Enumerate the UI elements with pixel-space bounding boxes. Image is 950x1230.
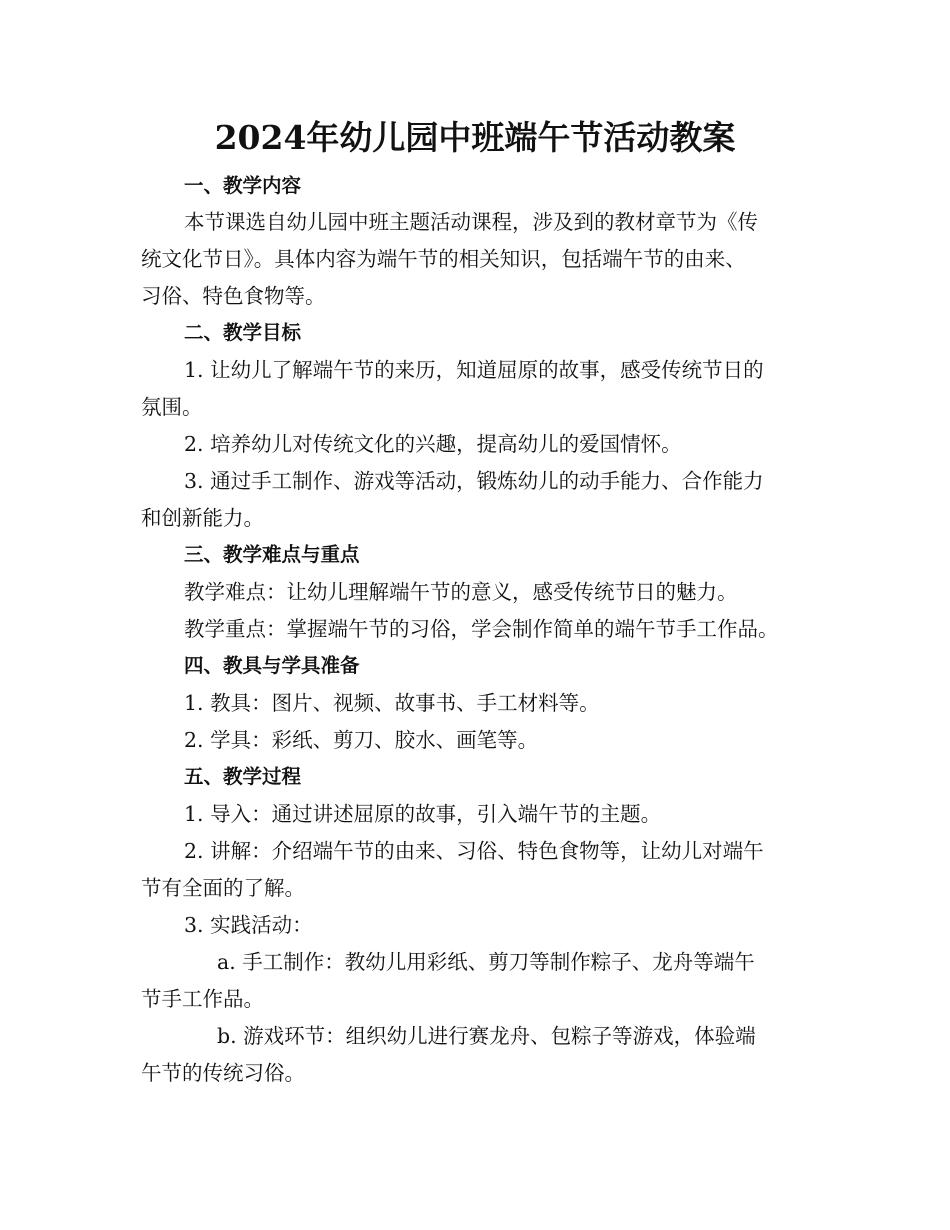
- section-heading: 三、教学难点与重点: [184, 543, 360, 566]
- list-item: 1. 让幼儿了解端午节的来历，知道屈原的故事，感受传统节日的: [184, 358, 764, 382]
- list-item: 2. 讲解：介绍端午节的由来、习俗、特色食物等，让幼儿对端午: [184, 839, 764, 863]
- paragraph-line: 统文化节日》。具体内容为端午节的相关知识，包括端午节的由来、: [141, 247, 746, 271]
- list-item: 2. 培养幼儿对传统文化的兴趣，提高幼儿的爱国情怀。: [184, 432, 682, 456]
- paragraph-line: 和创新能力。: [141, 506, 264, 530]
- sub-list-item: b. 游戏环节：组织幼儿进行赛龙舟、包粽子等游戏，体验端: [217, 1024, 756, 1048]
- paragraph-line: 教学重点：掌握端午节的习俗，学会制作简单的端午节手工作品。: [184, 617, 779, 641]
- section-heading: 一、教学内容: [184, 174, 302, 197]
- list-item: 3. 通过手工制作、游戏等活动，锻炼幼儿的动手能力、合作能力: [184, 469, 764, 493]
- paragraph-line: 本节课选自幼儿园中班主题活动课程，涉及到的教材章节为《传: [184, 210, 758, 234]
- paragraph-line: 午节的传统习俗。: [141, 1061, 305, 1085]
- section-heading: 二、教学目标: [184, 321, 302, 344]
- list-item: 1. 教具：图片、视频、故事书、手工材料等。: [184, 691, 600, 715]
- sub-list-item: a. 手工制作：教幼儿用彩纸、剪刀等制作粽子、龙舟等端午: [217, 950, 755, 974]
- document-title: 2024年幼儿园中班端午节活动教案: [214, 118, 736, 157]
- paragraph-line: 节手工作品。: [141, 987, 264, 1011]
- paragraph-line: 节有全面的了解。: [141, 876, 305, 900]
- paragraph-line: 习俗、特色食物等。: [141, 284, 326, 308]
- paragraph-line: 氛围。: [141, 395, 203, 419]
- section-heading: 五、教学过程: [184, 765, 302, 788]
- list-item: 2. 学具：彩纸、剪刀、胶水、画笔等。: [184, 728, 539, 752]
- list-item: 3. 实践活动：: [184, 913, 313, 937]
- list-item: 1. 导入：通过讲述屈原的故事，引入端午节的主题。: [184, 802, 662, 826]
- paragraph-line: 教学难点：让幼儿理解端午节的意义，感受传统节日的魅力。: [184, 580, 738, 604]
- section-heading: 四、教具与学具准备: [184, 654, 360, 677]
